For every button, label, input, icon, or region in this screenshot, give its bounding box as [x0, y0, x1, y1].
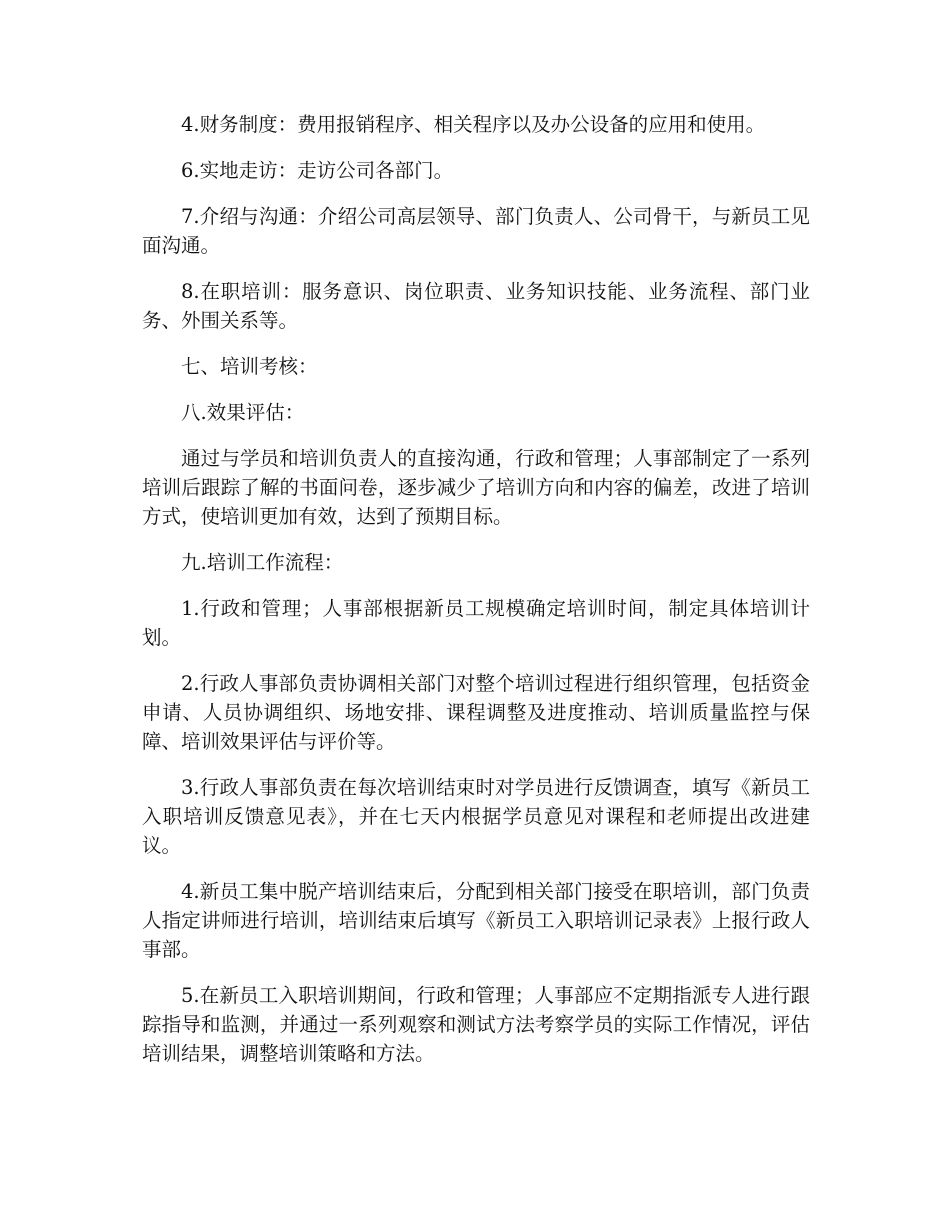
heading-training-workflow: 九.培训工作流程：	[181, 551, 344, 574]
paragraph-workflow-step-3: 3.行政人事部负责在每次培训结束时对学员进行反馈调查，填写《新员工入职培训反馈意见表》，并在七天内根据学员意见对课程和老师提出改进建议。	[142, 776, 810, 857]
paragraph-workflow-step-4: 4.新员工集中脱产培训结束后，分配到相关部门接受在职培训，部门负责人指定讲师进行培训，培训结束后填写《新员工入职培训记录表》上报行政人事部。	[142, 880, 810, 961]
paragraph-finance-system: 4.财务制度：费用报销程序、相关程序以及办公设备的应用和使用。	[181, 113, 766, 136]
paragraph-site-visit: 6.实地走访：走访公司各部门。	[181, 159, 454, 182]
paragraph-workflow-step-2: 2.行政人事部负责协调相关部门对整个培训过程进行组织管理，包括资金申请、人员协调组织、场地安排、课程调整及进度推动、培训质量监控与保障、培训效果评估与评价等。	[142, 672, 810, 753]
heading-training-assessment: 七、培训考核：	[181, 355, 318, 378]
paragraph-on-job-training: 8.在职培训：服务意识、岗位职责、业务知识技能、业务流程、部门业务、外围关系等。	[142, 280, 810, 332]
document-body	[142, 110, 810, 1085]
paragraph-evaluation-detail: 通过与学员和培训负责人的直接沟通，行政和管理；人事部制定了一系列培训后跟踪了解的书面问卷，逐步减少了培训方向和内容的偏差，改进了培训方式，使培训更加有效，达到了预期目标。	[142, 447, 810, 528]
paragraph-workflow-step-5: 5.在新员工入职培训期间，行政和管理；人事部应不定期指派专人进行跟踪指导和监测，并通过一系列观察和测试方法考察学员的实际工作情况，评估培训结果，调整培训策略和方法。	[142, 984, 810, 1065]
paragraph-workflow-step-1: 1.行政和管理；人事部根据新员工规模确定培训时间，制定具体培训计划。	[142, 597, 810, 649]
heading-effect-evaluation: 八.效果评估：	[181, 401, 305, 424]
paragraph-introduction: 7.介绍与沟通：介绍公司高层领导、部门负责人、公司骨干，与新员工见面沟通。	[142, 205, 810, 257]
